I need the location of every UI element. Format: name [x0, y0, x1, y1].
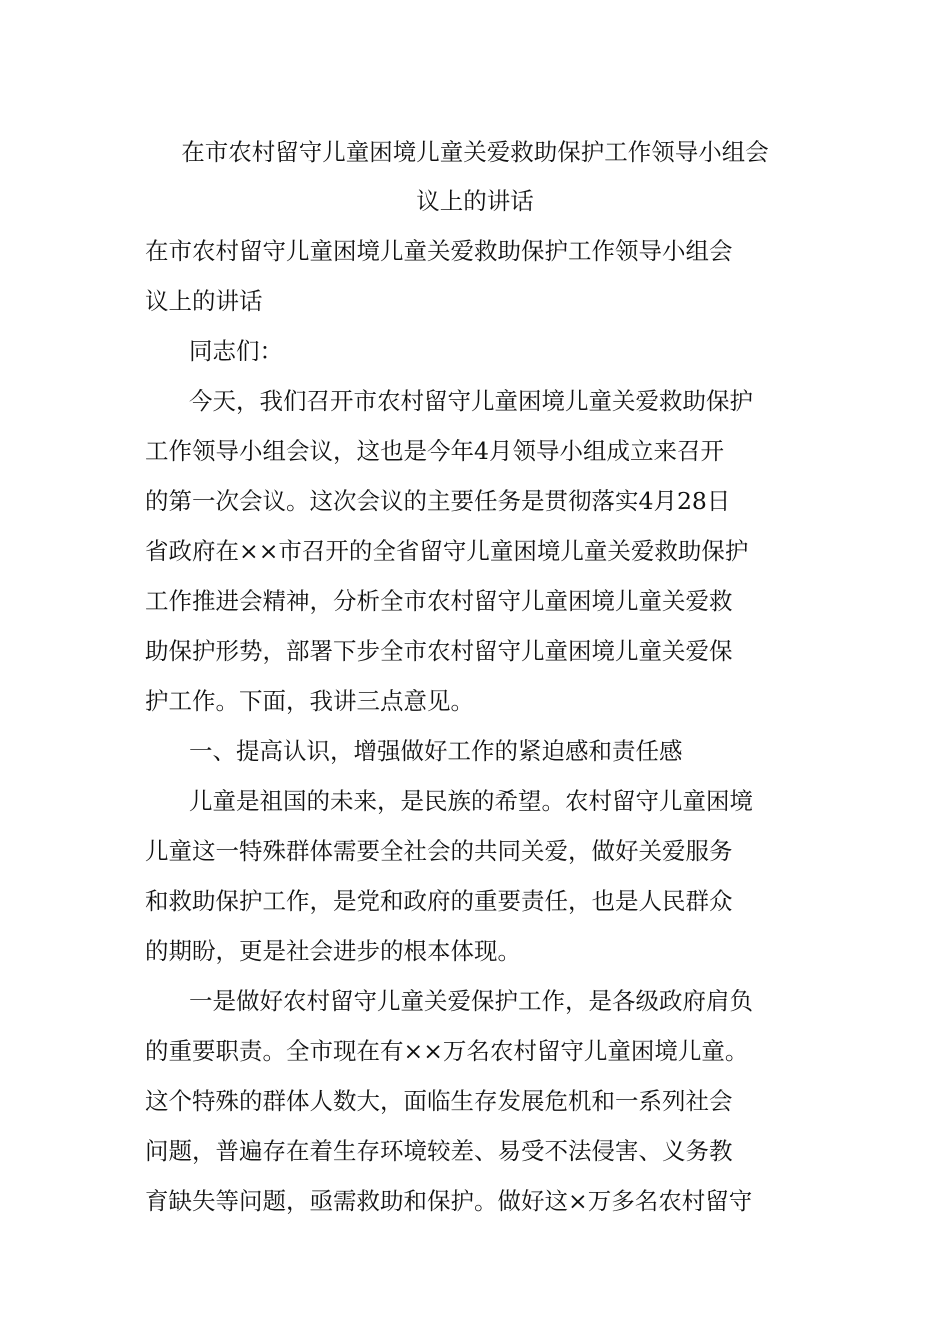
paragraph-line: 育缺失等问题，亟需救助和保护。做好这×万多名农村留守: [145, 1187, 753, 1215]
paragraph-line: 工作推进会精神，分析全市农村留守儿童困境儿童关爱救: [145, 587, 733, 615]
paragraph-line: 的第一次会议。这次会议的主要任务是贯彻落实4月28日: [145, 487, 731, 515]
document-body: [145, 231, 807, 1231]
paragraph-line: 助保护形势，部署下步全市农村留守儿童困境儿童关爱保: [145, 637, 733, 665]
paragraph-line: 问题，普遍存在着生存环境较差、易受不法侵害、义务教: [145, 1137, 733, 1165]
paragraph-line: 一是做好农村留守儿童关爱保护工作，是各级政府肩负: [189, 987, 753, 1015]
document-title-line-1: 在市农村留守儿童困境儿童关爱救助保护工作领导小组会: [181, 138, 769, 166]
paragraph-line: 的期盼，更是社会进步的根本体现。: [145, 937, 521, 965]
paragraph-line: 这个特殊的群体人数大，面临生存发展危机和一系列社会: [145, 1087, 733, 1115]
paragraph-line: 的重要职责。全市现在有××万名农村留守儿童困境儿童。: [145, 1037, 749, 1065]
body-heading-line-2: 议上的讲话: [145, 287, 263, 315]
section-heading: 一、提高认识，增强做好工作的紧迫感和责任感: [189, 737, 683, 765]
paragraph-line: 省政府在××市召开的全省留守儿童困境儿童关爱救助保护: [145, 537, 749, 565]
paragraph-line: 儿童是祖国的未来，是民族的希望。农村留守儿童困境: [189, 787, 753, 815]
paragraph-line: 护工作。下面，我讲三点意见。: [145, 687, 474, 715]
document-title-line-2: 议上的讲话: [416, 187, 534, 215]
paragraph-line: 儿童这一特殊群体需要全社会的共同关爱，做好关爱服务: [145, 837, 733, 865]
salutation: 同志们：: [189, 337, 283, 365]
body-heading-line-1: 在市农村留守儿童困境儿童关爱救助保护工作领导小组会: [145, 237, 733, 265]
paragraph-line: 工作领导小组会议，这也是今年4月领导小组成立来召开: [145, 437, 724, 465]
paragraph-line: 和救助保护工作，是党和政府的重要责任，也是人民群众: [145, 887, 733, 915]
paragraph-line: 今天，我们召开市农村留守儿童困境儿童关爱救助保护: [189, 387, 753, 415]
